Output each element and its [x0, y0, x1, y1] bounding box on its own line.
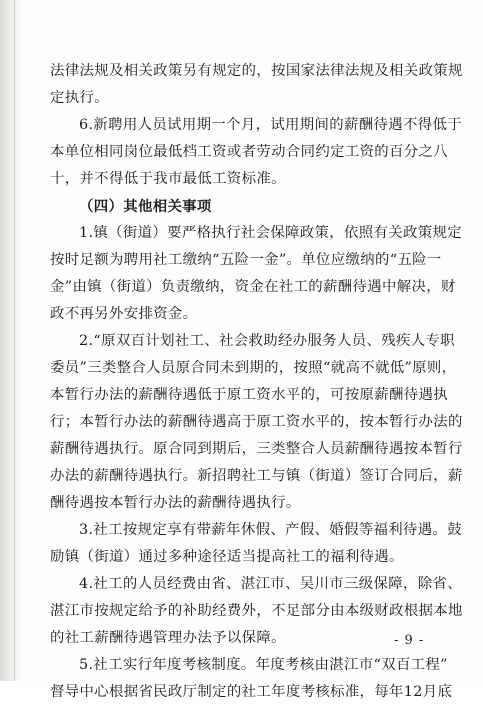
- text-line: 法律法规及相关政策另有规定的，按国家法律法规及相关政策规: [50, 63, 463, 79]
- text-line: 金”由镇（街道）负责缴纳，资金在社工的薪酬待遇中解决，财: [50, 279, 456, 295]
- text-line: 的社工薪酬待遇管理办法予以保障。: [50, 630, 286, 646]
- text-line: 行；本暂行办法的薪酬待遇高于原工资水平的，按本暂行办法的: [50, 414, 463, 430]
- text-line: 十，并不得低于我市最低工资标准。: [50, 171, 286, 187]
- text-line: 办法的薪酬待遇执行。新招聘社工与镇（街道）签订合同后，薪: [50, 468, 463, 484]
- text-line: 本暂行办法的薪酬待遇低于原工资水平的，可按原薪酬待遇执: [50, 387, 448, 403]
- text-line: 6.新聘用人员试用期一个月，试用期间的薪酬待遇不得低于: [79, 117, 462, 133]
- text-line: 1.镇（街道）要严格执行社会保障政策，依照有关政策规定: [79, 225, 462, 241]
- text-line: 督导中心根据省民政厅制定的社工年度考核标准，每年12月底: [50, 684, 453, 700]
- text-line: 委员”三类整合人员原合同未到期的，按照“就高不就低”原则，: [50, 360, 457, 376]
- scan-binding-line: [14, 0, 15, 681]
- text-line: 3.社工按规定享有带薪年休假、产假、婚假等福利待遇。鼓: [79, 522, 462, 538]
- text-line: 本单位相同岗位最低档工资或者劳动合同约定工资的百分之八: [50, 144, 448, 160]
- text-line: 5.社工实行年度考核制度。年度考核由湛江市“双百工程”: [79, 657, 448, 673]
- text-line: 政不再另外安排资金。: [50, 306, 198, 322]
- text-line: 定执行。: [50, 90, 109, 106]
- page-number: - 9 -: [394, 633, 425, 648]
- text-line: 湛江市按规定给予的补助经费外，不足部分由本级财政根据本地: [50, 603, 463, 619]
- text-line: 励镇（街道）通过多种途径适当提高社工的福利待遇。: [50, 549, 404, 565]
- section-heading: （四）其他相关事项: [79, 198, 212, 215]
- text-line: 2.“原双百计划社工、社会救助经办服务人员、残疾人专职: [79, 333, 455, 349]
- text-line: 薪酬待遇执行。原合同到期后，三类整合人员薪酬待遇按本暂行: [50, 441, 463, 457]
- scan-left-edge: [0, 0, 22, 681]
- text-line: 按时足额为聘用社工缴纳“五险一金”。单位应缴纳的“五险一: [50, 252, 442, 268]
- body-text: [50, 58, 463, 706]
- text-line: 酬待遇按本暂行办法的薪酬待遇执行。: [50, 495, 301, 511]
- text-line: 4.社工的人员经费由省、湛江市、吴川市三级保障，除省、: [79, 576, 462, 592]
